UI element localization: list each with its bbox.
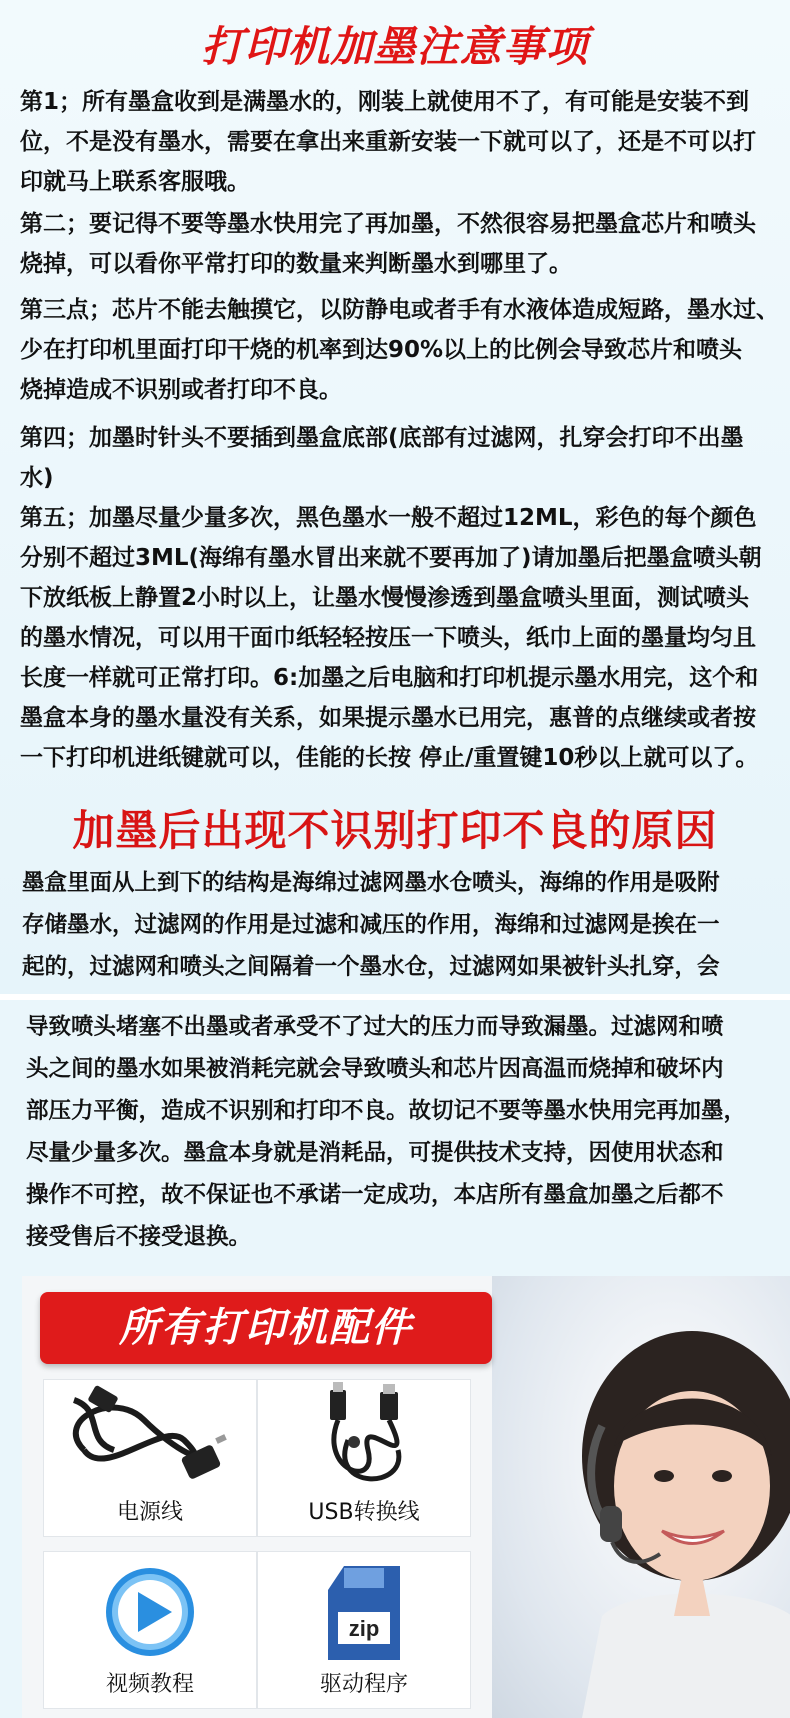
paragraph-line: 长度一样就可正常打印。6:加墨之后电脑和打印机提示墨水用完，这个和 <box>20 665 759 691</box>
paragraph-1 <box>20 82 780 202</box>
zip-driver-icon <box>258 1552 470 1672</box>
paragraph-line: 的墨水情况，可以用干面巾纸轻轻按压一下喷头，纸巾上面的墨量均匀且 <box>20 625 756 651</box>
paragraph-3 <box>20 290 780 410</box>
paragraph-line: 下放纸板上静置2小时以上，让墨水慢慢渗透到墨盒喷头里面，测试喷头 <box>20 585 750 611</box>
tile-label: 视频教程 <box>105 1672 194 1697</box>
paragraph-line: 第1；所有墨盒收到是满墨水的，刚装上就使用不了，有可能是安装不到 <box>20 89 750 115</box>
page-title: 打印机加墨注意事项 <box>201 22 589 71</box>
usb-cable-icon <box>258 1380 470 1500</box>
paragraph-line: 存储墨水，过滤网的作用是过滤和减压的作用，海绵和过滤网是挨在一 <box>22 912 720 938</box>
paragraph-line: 第三点；芯片不能去触摸它，以防静电或者手有水液体造成短路，墨水过、 <box>20 297 779 323</box>
paragraph-line: 接受售后不接受退换。 <box>26 1224 252 1250</box>
power-cable-icon <box>44 1380 256 1500</box>
paragraph-5 <box>20 498 780 778</box>
paragraph-2 <box>20 204 780 284</box>
play-video-icon <box>44 1552 256 1672</box>
paragraph-line: 部压力平衡，造成不识别和打印不良。故切记不要等墨水快用完再加墨， <box>26 1098 747 1124</box>
accessories-promo <box>22 1276 790 1718</box>
paragraph-line: 一下打印机进纸键就可以，佳能的长按 停止/重置键10秒以上就可以了。 <box>20 745 759 771</box>
paragraph-line: 第二；要记得不要等墨水快用完了再加墨，不然很容易把墨盒芯片和喷头 <box>20 211 756 237</box>
tile-video-tutorial[interactable] <box>44 1552 256 1708</box>
tile-label: 驱动程序 <box>319 1672 408 1697</box>
paragraph-line: 操作不可控，故不保证也不承诺一定成功，本店所有墨盒加墨之后都不 <box>26 1182 724 1208</box>
customer-service-agent-image <box>542 1316 790 1718</box>
paragraph-4 <box>20 418 780 498</box>
paragraph-line: 水) <box>20 465 54 491</box>
paragraph-line: 第四；加墨时针头不要插到墨盒底部(底部有过滤网，扎穿会打印不出墨 <box>20 425 744 451</box>
causes-text-a <box>22 862 782 988</box>
tile-driver-program[interactable] <box>258 1552 470 1708</box>
paragraph-line: 印就马上联系客服哦。 <box>20 169 250 195</box>
tile-usb-cable[interactable] <box>258 1380 470 1536</box>
tile-label: USB转换线 <box>308 1500 420 1525</box>
paragraph-line: 导致喷头堵塞不出墨或者承受不了过大的压力而导致漏墨。过滤网和喷 <box>26 1014 724 1040</box>
paragraph-line: 墨盒本身的墨水量没有关系，如果提示墨水已用完，惠普的点继续或者按 <box>20 705 756 731</box>
section-title-causes: 加墨后出现不识别打印不良的原因 <box>72 806 718 855</box>
svg-text:zip: zip <box>348 1616 380 1641</box>
paragraph-line: 少在打印机里面打印干烧的机率到达90%以上的比例会导致芯片和喷头 <box>20 337 743 363</box>
divider <box>0 994 790 1000</box>
tile-power-cable[interactable] <box>44 1380 256 1536</box>
accessories-banner: 所有打印机配件 <box>40 1292 492 1364</box>
tile-label: 电源线 <box>116 1500 183 1525</box>
paragraph-line: 位，不是没有墨水，需要在拿出来重新安装一下就可以了，还是不可以打 <box>20 129 756 155</box>
paragraph-line: 墨盒里面从上到下的结构是海绵过滤网墨水仓喷头，海绵的作用是吸附 <box>22 870 720 896</box>
paragraph-line: 烧掉造成不识别或者打印不良。 <box>20 377 342 403</box>
paragraph-line: 分别不超过3ML(海绵有墨水冒出来就不要再加了)请加墨后把墨盒喷头朝 <box>20 545 762 571</box>
causes-text-b <box>26 1006 786 1258</box>
paragraph-line: 第五；加墨尽量少量多次，黑色墨水一般不超过12ML，彩色的每个颜色 <box>20 505 757 531</box>
paragraph-line: 尽量少量多次。墨盒本身就是消耗品，可提供技术支持，因使用状态和 <box>26 1140 724 1166</box>
paragraph-line: 起的，过滤网和喷头之间隔着一个墨水仓，过滤网如果被针头扎穿，会 <box>22 954 720 980</box>
paragraph-line: 烧掉，可以看你平常打印的数量来判断墨水到哪里了。 <box>20 251 572 277</box>
paragraph-line: 头之间的墨水如果被消耗完就会导致喷头和芯片因高温而烧掉和破坏内 <box>26 1056 724 1082</box>
